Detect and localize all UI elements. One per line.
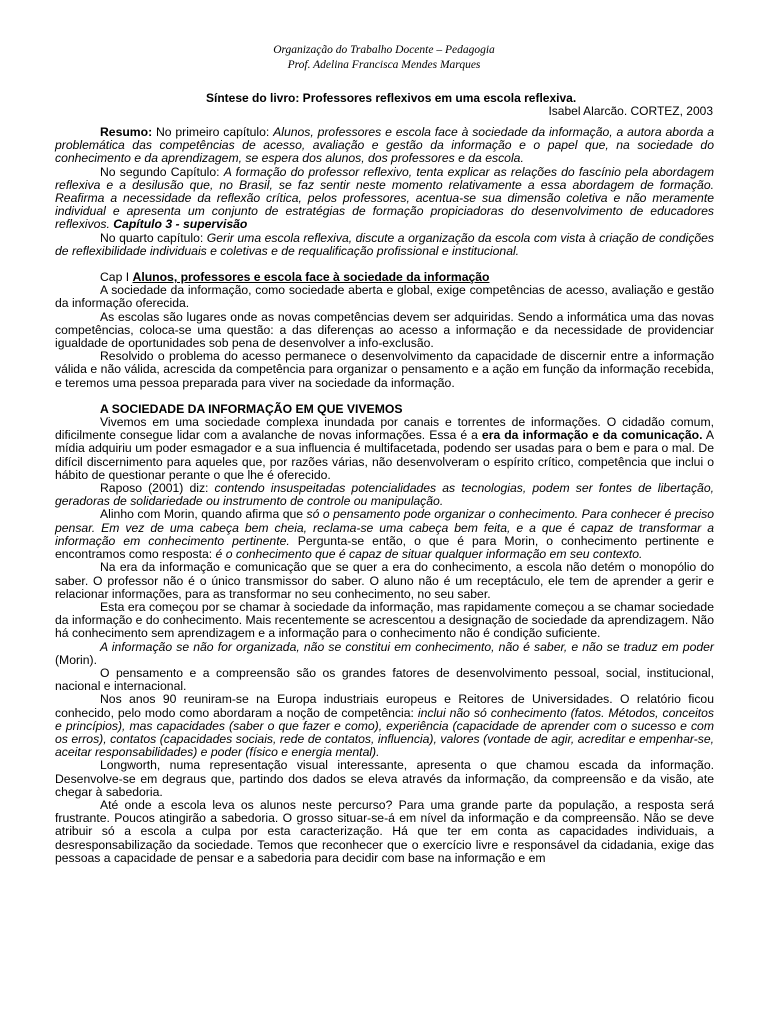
- resumo-label: Resumo:: [100, 125, 153, 139]
- resumo-paragraph-3: [55, 232, 714, 258]
- document-title: Síntese do livro: Professores reflexivos em uma escola reflexiva.: [206, 91, 577, 105]
- text-span: Capítulo 3 - supervisão: [113, 217, 248, 232]
- section-paragraph-2: [55, 482, 714, 508]
- text-span: A mídia adquiriu um poder esmagador e a sua influencia é multifacetada, podendo ser usadas para o bem e para o mal. De difícil discernimento para aqueles que, por razões várias, não desenvolveram o espírito crítico, competência que inclui o hábito de questionar perante o que lhe é oferecido.: [55, 428, 714, 482]
- text-span: Nos anos 90 reuniram-se na Europa industriais europeus e Reitores de Universidades. O relatório ficou conhecido, pelo modo como abordaram a noção de competência:: [55, 692, 714, 720]
- header-professor: Prof. Adelina Francisca Mendes Marques: [287, 59, 481, 71]
- text-span: Alinho com Morin, quando afirma que: [100, 507, 307, 522]
- cap1-paragraph-3: Resolvido o problema do acesso permanece o desenvolvimento da capacidade de discernir entre a informação válida e não válida, acrescida da competência para organizar o pensamento e a ação em função da informação recebida, e teremos uma pessoa preparada para viver na sociedade da informação.: [55, 349, 714, 390]
- text-span: No quarto capítulo:: [100, 230, 207, 245]
- section-paragraph-3: [55, 508, 714, 561]
- text-span: Cap I: [100, 270, 133, 285]
- section-paragraph-4: Na era da informação e comunicação que se quer a era do conhecimento, a escola não detém o monopólio do saber. O professor não é o único transmissor do saber. O aluno não é um receptáculo, ele tem de aprender a gerir e relacionar informações, para as transformar no seu conhecimento, no seu saber.: [55, 560, 714, 601]
- section-paragraph-8: [55, 693, 714, 759]
- text-span: Pergunta-se então, o que é para Morin, o conhecimento pertinente e encontramos como resposta:: [55, 533, 714, 562]
- text-span: No primeiro capítulo:: [152, 125, 274, 139]
- section-paragraph-9: Longworth, numa representação visual interessante, apresenta o que chamou escada da informação. Desenvolve-se em degraus que, partindo dos dados se eleva através da informação, da compreensão e da visão, ate chegar à sabedoria.: [55, 758, 714, 799]
- resumo-paragraph-2: [55, 166, 714, 232]
- resumo-paragraph-1: [55, 126, 714, 166]
- section-paragraph-1: [55, 416, 714, 482]
- text-span: Raposo (2001) diz:: [100, 481, 215, 496]
- document-author: Isabel Alarcão. CORTEZ, 2003: [548, 104, 713, 118]
- text-span: só o pensamento pode organizar o conhecimento. Para conhecer é preciso pensar. Em vez de uma cabeça bem cheia, reclama-se uma cabeça bem feita, e a que é capaz de transformar a informação em conhecimento pertinente.: [55, 507, 714, 548]
- document-body: [55, 126, 714, 865]
- text-span: contendo insuspeitadas potencialidades as tecnologias, podem ser fontes de libertação, geradoras de solidariedade ou instrumento de controle ou manipulação.: [55, 481, 714, 509]
- section-paragraph-10: Até onde a escola leva os alunos neste percurso? Para uma grande parte da população, a resposta será frustrante. Poucos atingirão a sabedoria. O grosso situar-se-á em nível da informação e da compreensão. Não se deve atribuir só a escola a culpa por esta caracterização. Há que ter em conta as capacidades individuais, a desresponsabilização da sociedade. Temos que reconhecer que o exercício livre e responsável da cidadania, exige das pessoas a capacidade de pensar e a sabedoria para decidir com base na informação e em: [55, 797, 714, 865]
- text-span: No segundo Capítulo:: [100, 164, 224, 179]
- text-span: era da informação e da comunicação.: [481, 428, 703, 443]
- section-paragraph-6: [55, 641, 714, 667]
- section-paragraph-7: O pensamento e a compreensão são os grandes fatores de desenvolvimento pessoal, social, institucional, nacional e internacional.: [55, 665, 714, 694]
- text-span: (Morin).: [55, 652, 97, 667]
- text-span: A SOCIEDADE DA INFORMAÇÃO EM QUE VIVEMOS: [100, 401, 403, 416]
- text-span: é o conhecimento que é capaz de situar qualquer informação em seu contexto.: [215, 547, 643, 562]
- text-span: Alunos, professores e escola face à sociedade da informação, a autora aborda a problemática das competências de acesso, avaliação e gestão da informação e o papel que, na sociedade do conhecimento e da aprendizagem, se espera dos alunos, dos professores e da escola.: [55, 125, 715, 166]
- cap1-paragraph-2: As escolas são lugares onde as novas competências devem ser adquiridas. Sendo a informática uma das novas competências, coloca-se uma questão: a das diferenças ao acesso a informação e da necessidade de providenciar igualdade de oportunidades sob pena de desenvolver a info-exclusão.: [55, 309, 714, 351]
- header-course: Organização do Trabalho Docente – Pedagogia: [273, 44, 495, 56]
- text-span: Vivemos em uma sociedade complexa inundada por canais e torrentes de informações. O cidadão comum, dificilmente consegue lidar com a avalanche de novas informações. Essa é a: [55, 415, 714, 443]
- text-span: A informação se não for organizada, não se constitui em conhecimento, não é saber, e não se traduz em poder: [100, 639, 714, 654]
- text-span: Gerir uma escola reflexiva, discute a organização da escola com vista à criação de condições de reflexibilidade individuais e coletivas e de requalificação profissional e institucional.: [55, 230, 715, 258]
- text-span: inclui não só conhecimento (fatos. Métodos, conceitos e princípios), mas capacidades (saber o que fazer e como), experiência (capacidade de aprender com o sucesso e com os erros), contatos (capacidades sociais, rede de contatos, influencia), valores (vontade de agir, acreditar e empenhar-se, aceitar responsabilidades) e poder (físico e energia mental).: [55, 705, 714, 760]
- cap1-paragraph-1: A sociedade da informação, como sociedade aberta e global, exige competências de acesso, avaliação e gestão da informação oferecida.: [55, 283, 714, 311]
- text-span: A formação do professor reflexivo, tenta explicar as relações do fascínio pela abordagem reflexiva e a desilusão que, no Brasil, se faz sentir neste momento relativamente a essa abordagem de formação. Reafirma a necessidade da reflexão crítica, pelos professores, acentua-se sua dimensão coletiva e não meramente individual e apresenta um conjunto de estratégias de formação propiciadoras do desenvolvimento de educadores reflexivos.: [55, 164, 714, 232]
- text-span: Alunos, professores e escola face à sociedade da informação: [132, 270, 490, 285]
- section-paragraph-5: Esta era começou por se chamar à sociedade da informação, mas rapidamente começou a se chamar sociedade da informação e do conhecimento. Mais recentemente se acrescentou a designação de sociedade da aprendizagem. Não há conhecimento sem aprendizagem e a informação para o conhecimento não é condição suficiente.: [55, 599, 714, 641]
